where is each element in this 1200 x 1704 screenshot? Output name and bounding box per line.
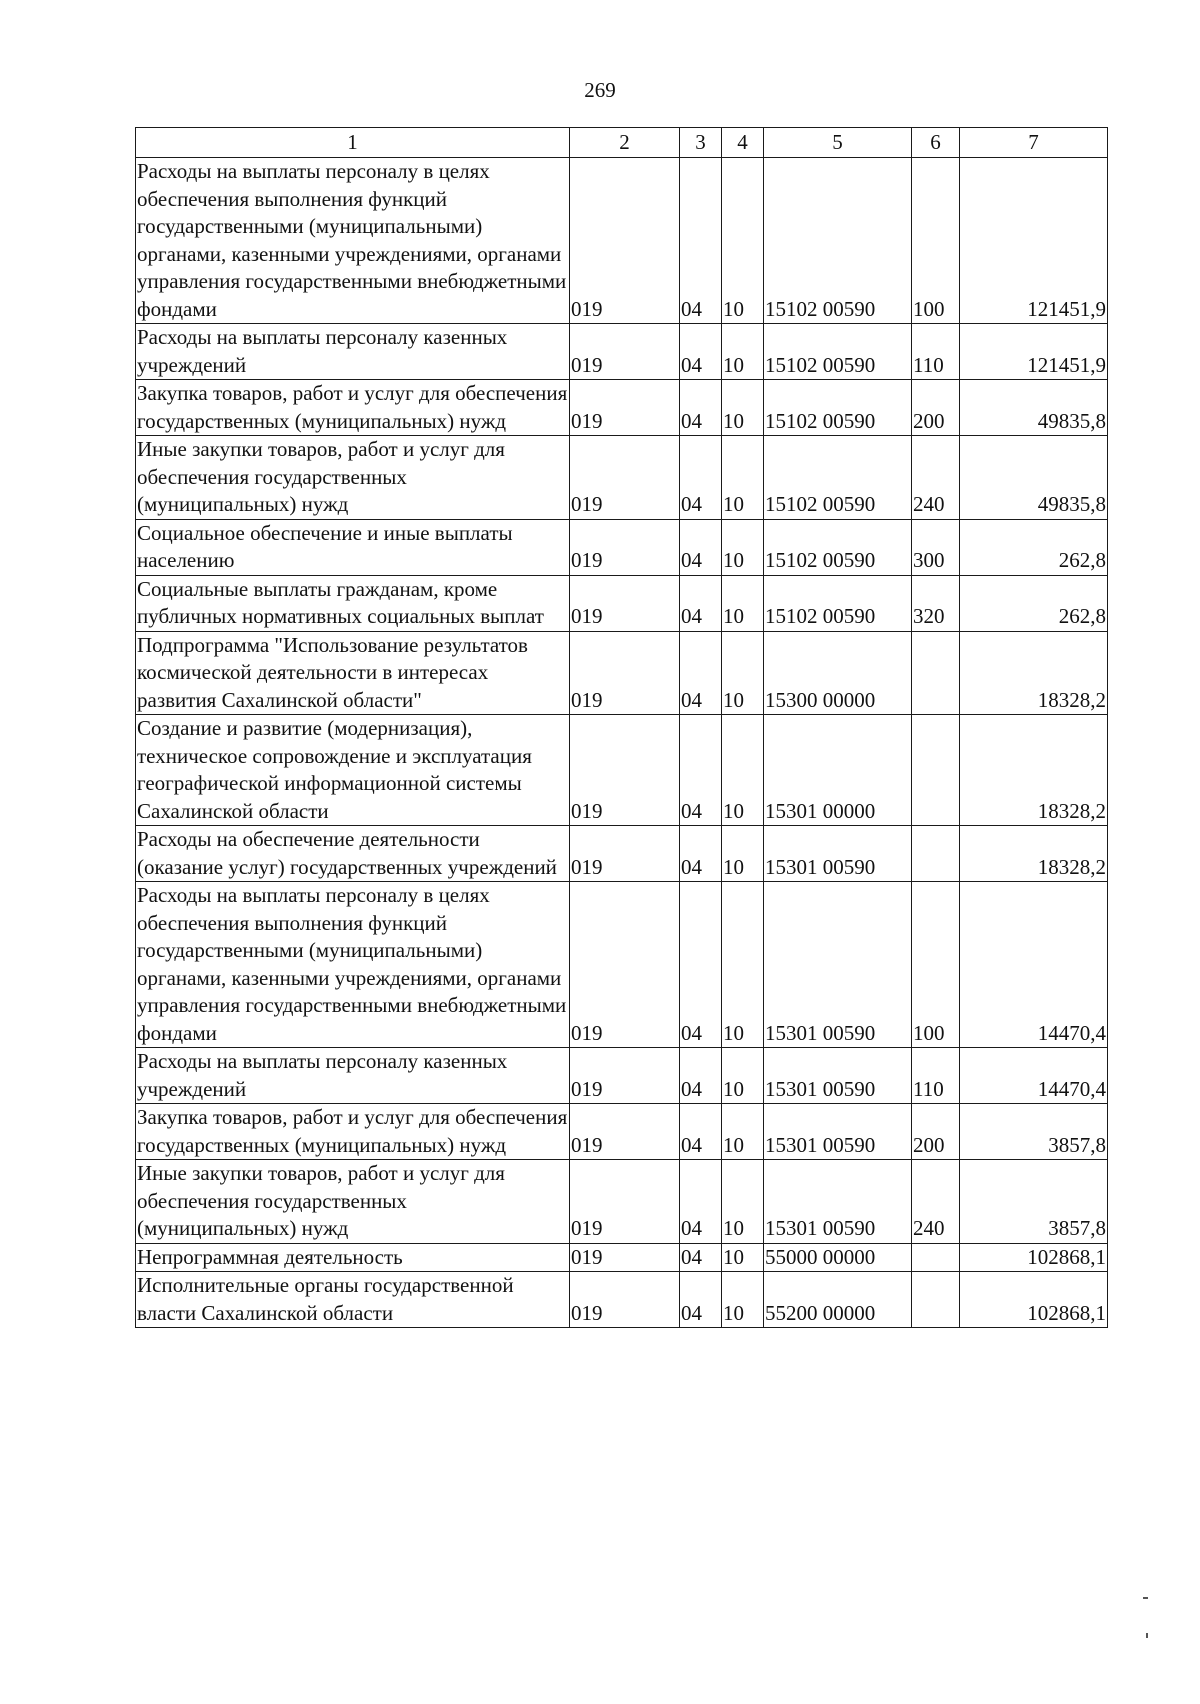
ministry-code-cell: 019 xyxy=(570,631,680,715)
expense-code-cell: 300 xyxy=(912,519,960,575)
edge-mark xyxy=(1143,1597,1148,1599)
target-code-cell: 15301 00590 xyxy=(764,1160,912,1244)
table-row xyxy=(136,1243,1108,1272)
ministry-code-cell: 019 xyxy=(570,1243,680,1272)
ministry-code-cell: 019 xyxy=(570,324,680,380)
target-code-cell: 15301 00590 xyxy=(764,882,912,1048)
ministry-code-cell: 019 xyxy=(570,158,680,324)
subsection-code-cell: 10 xyxy=(722,882,764,1048)
table-row xyxy=(136,715,1108,826)
ministry-code-cell: 019 xyxy=(570,575,680,631)
ministry-code-cell: 019 xyxy=(570,1272,680,1328)
row-name-cell: Закупка товаров, работ и услуг для обеспечения государственных (муниципальных) нужд xyxy=(136,380,570,436)
subsection-code-cell: 10 xyxy=(722,519,764,575)
section-code-cell: 04 xyxy=(680,519,722,575)
section-code-cell: 04 xyxy=(680,1104,722,1160)
edge-mark xyxy=(1146,1633,1148,1638)
target-code-cell: 15102 00590 xyxy=(764,324,912,380)
subsection-code-cell: 10 xyxy=(722,1048,764,1104)
expense-code-cell: 110 xyxy=(912,324,960,380)
expense-code-cell: 320 xyxy=(912,575,960,631)
expense-code-cell: 100 xyxy=(912,158,960,324)
amount-cell: 14470,4 xyxy=(960,882,1108,1048)
expense-code-cell: 100 xyxy=(912,882,960,1048)
table-row xyxy=(136,519,1108,575)
ministry-code-cell: 019 xyxy=(570,436,680,520)
table-body xyxy=(136,158,1108,1328)
amount-cell: 14470,4 xyxy=(960,1048,1108,1104)
section-code-cell: 04 xyxy=(680,1243,722,1272)
target-code-cell: 15301 00590 xyxy=(764,1104,912,1160)
section-code-cell: 04 xyxy=(680,1272,722,1328)
subsection-code-cell: 10 xyxy=(722,158,764,324)
target-code-cell: 15102 00590 xyxy=(764,436,912,520)
subsection-code-cell: 10 xyxy=(722,575,764,631)
expense-code-cell xyxy=(912,715,960,826)
table-header xyxy=(136,128,1108,158)
column-header-target: 5 xyxy=(764,128,912,158)
section-code-cell: 04 xyxy=(680,380,722,436)
row-name-cell: Расходы на выплаты персоналу казенных учреждений xyxy=(136,324,570,380)
column-header-section: 3 xyxy=(680,128,722,158)
amount-cell: 49835,8 xyxy=(960,436,1108,520)
section-code-cell: 04 xyxy=(680,1160,722,1244)
target-code-cell: 15300 00000 xyxy=(764,631,912,715)
amount-cell: 102868,1 xyxy=(960,1272,1108,1328)
ministry-code-cell: 019 xyxy=(570,519,680,575)
target-code-cell: 55000 00000 xyxy=(764,1243,912,1272)
section-code-cell: 04 xyxy=(680,882,722,1048)
expense-code-cell: 200 xyxy=(912,1104,960,1160)
target-code-cell: 15301 00590 xyxy=(764,1048,912,1104)
subsection-code-cell: 10 xyxy=(722,324,764,380)
row-name-cell: Непрограммная деятельность xyxy=(136,1243,570,1272)
table-row xyxy=(136,575,1108,631)
section-code-cell: 04 xyxy=(680,715,722,826)
subsection-code-cell: 10 xyxy=(722,1104,764,1160)
subsection-code-cell: 10 xyxy=(722,1160,764,1244)
row-name-cell: Расходы на выплаты персоналу в целях обеспечения выполнения функций государственными (муниципальными) органами, казенными учреждениями, органами управления государственными внебюджетными фондами xyxy=(136,882,570,1048)
ministry-code-cell: 019 xyxy=(570,882,680,1048)
expense-code-cell xyxy=(912,826,960,882)
target-code-cell: 15102 00590 xyxy=(764,575,912,631)
section-code-cell: 04 xyxy=(680,436,722,520)
expense-code-cell xyxy=(912,631,960,715)
table-row xyxy=(136,380,1108,436)
amount-cell: 18328,2 xyxy=(960,715,1108,826)
expense-code-cell xyxy=(912,1243,960,1272)
row-name-cell: Расходы на выплаты персоналу казенных учреждений xyxy=(136,1048,570,1104)
expense-code-cell: 200 xyxy=(912,380,960,436)
amount-cell: 18328,2 xyxy=(960,826,1108,882)
target-code-cell: 15102 00590 xyxy=(764,158,912,324)
table-row xyxy=(136,631,1108,715)
column-header-amount: 7 xyxy=(960,128,1108,158)
subsection-code-cell: 10 xyxy=(722,826,764,882)
row-name-cell: Закупка товаров, работ и услуг для обеспечения государственных (муниципальных) нужд xyxy=(136,1104,570,1160)
subsection-code-cell: 10 xyxy=(722,380,764,436)
target-code-cell: 15301 00590 xyxy=(764,826,912,882)
amount-cell: 121451,9 xyxy=(960,324,1108,380)
expense-code-cell xyxy=(912,1272,960,1328)
row-name-cell: Исполнительные органы государственной власти Сахалинской области xyxy=(136,1272,570,1328)
table-row xyxy=(136,1048,1108,1104)
subsection-code-cell: 10 xyxy=(722,631,764,715)
expense-code-cell: 240 xyxy=(912,436,960,520)
ministry-code-cell: 019 xyxy=(570,826,680,882)
amount-cell: 262,8 xyxy=(960,519,1108,575)
table-row xyxy=(136,826,1108,882)
amount-cell: 3857,8 xyxy=(960,1160,1108,1244)
amount-cell: 121451,9 xyxy=(960,158,1108,324)
row-name-cell: Расходы на обеспечение деятельности (оказание услуг) государственных учреждений xyxy=(136,826,570,882)
table-row xyxy=(136,1160,1108,1244)
column-header-ministry: 2 xyxy=(570,128,680,158)
expense-code-cell: 110 xyxy=(912,1048,960,1104)
page-number: 269 xyxy=(584,78,616,102)
section-code-cell: 04 xyxy=(680,1048,722,1104)
amount-cell: 18328,2 xyxy=(960,631,1108,715)
header-row xyxy=(136,128,1108,158)
table-row xyxy=(136,324,1108,380)
column-header-name: 1 xyxy=(136,128,570,158)
subsection-code-cell: 10 xyxy=(722,715,764,826)
target-code-cell: 55200 00000 xyxy=(764,1272,912,1328)
section-code-cell: 04 xyxy=(680,324,722,380)
section-code-cell: 04 xyxy=(680,631,722,715)
row-name-cell: Иные закупки товаров, работ и услуг для обеспечения государственных (муниципальных) нужд xyxy=(136,1160,570,1244)
table-row xyxy=(136,436,1108,520)
table-row xyxy=(136,1104,1108,1160)
table-row xyxy=(136,882,1108,1048)
section-code-cell: 04 xyxy=(680,826,722,882)
target-code-cell: 15301 00000 xyxy=(764,715,912,826)
row-name-cell: Подпрограмма "Использование результатов космической деятельности в интересах развития Сахалинской области" xyxy=(136,631,570,715)
row-name-cell: Социальные выплаты гражданам, кроме публичных нормативных социальных выплат xyxy=(136,575,570,631)
table-row xyxy=(136,1272,1108,1328)
column-header-expense: 6 xyxy=(912,128,960,158)
amount-cell: 3857,8 xyxy=(960,1104,1108,1160)
ministry-code-cell: 019 xyxy=(570,380,680,436)
ministry-code-cell: 019 xyxy=(570,715,680,826)
target-code-cell: 15102 00590 xyxy=(764,380,912,436)
budget-table xyxy=(135,127,1108,1328)
expense-code-cell: 240 xyxy=(912,1160,960,1244)
row-name-cell: Иные закупки товаров, работ и услуг для обеспечения государственных (муниципальных) нужд xyxy=(136,436,570,520)
target-code-cell: 15102 00590 xyxy=(764,519,912,575)
row-name-cell: Расходы на выплаты персоналу в целях обеспечения выполнения функций государственными (муниципальными) органами, казенными учреждениями, органами управления государственными внебюджетными фондами xyxy=(136,158,570,324)
ministry-code-cell: 019 xyxy=(570,1160,680,1244)
amount-cell: 262,8 xyxy=(960,575,1108,631)
column-header-subsection: 4 xyxy=(722,128,764,158)
table-row xyxy=(136,158,1108,324)
section-code-cell: 04 xyxy=(680,575,722,631)
ministry-code-cell: 019 xyxy=(570,1104,680,1160)
row-name-cell: Социальное обеспечение и иные выплаты населению xyxy=(136,519,570,575)
subsection-code-cell: 10 xyxy=(722,1272,764,1328)
row-name-cell: Создание и развитие (модернизация), техническое сопровождение и эксплуатация географической информационной системы Сахалинской области xyxy=(136,715,570,826)
amount-cell: 102868,1 xyxy=(960,1243,1108,1272)
section-code-cell: 04 xyxy=(680,158,722,324)
amount-cell: 49835,8 xyxy=(960,380,1108,436)
subsection-code-cell: 10 xyxy=(722,1243,764,1272)
ministry-code-cell: 019 xyxy=(570,1048,680,1104)
subsection-code-cell: 10 xyxy=(722,436,764,520)
